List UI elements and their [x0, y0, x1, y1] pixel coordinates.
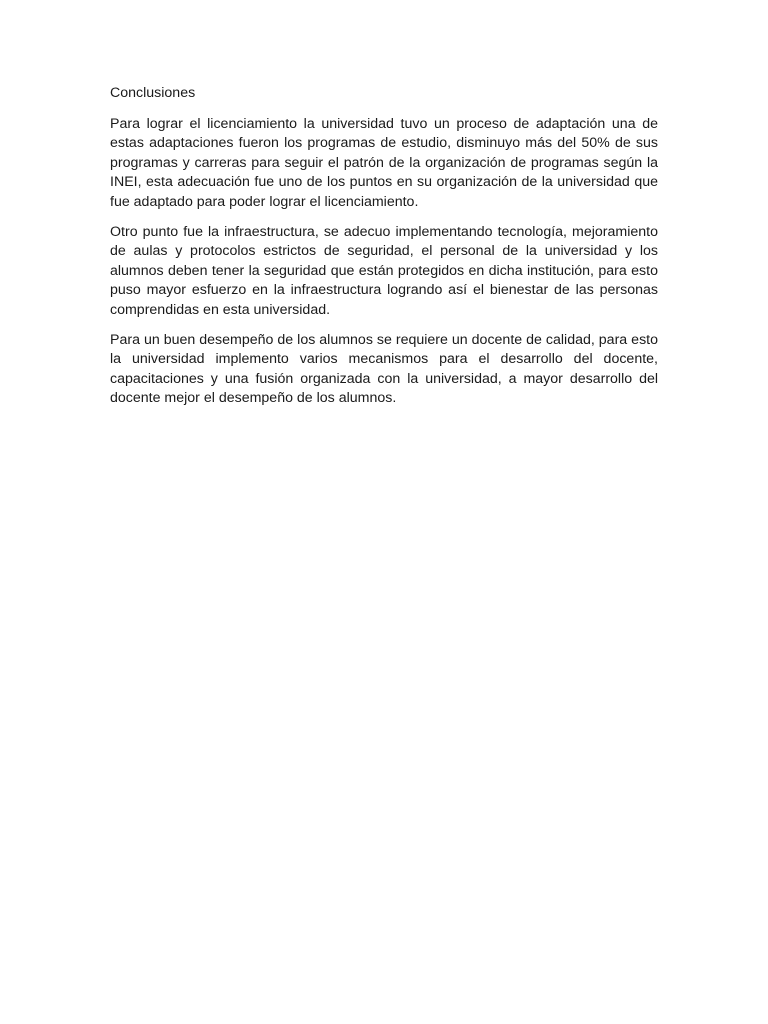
document-title: Conclusiones — [110, 85, 196, 101]
paragraph-docente: Para un buen desempeño de los alumnos se requiere un docente de calidad, para esto la universidad implemento varios mecanismos para el desarrollo del docente, capacitaciones y una fusión organizada con la universidad, a mayor desarrollo del docente mejor el desempeño de los alumnos. — [110, 331, 658, 407]
paragraph-licenciamiento: Para lograr el licenciamiento la universidad tuvo un proceso de adaptación una de estas adaptaciones fueron los programas de estudio, disminuyo más del 50% de sus programas y carreras para seguir el patrón de la organización de programas según la INEI, esta adecuación fue uno de los puntos en su organización de la universidad que fue adaptado para poder lograr el licenciamiento. — [110, 115, 658, 210]
document-page — [110, 84, 658, 419]
paragraph-infraestructura: Otro punto fue la infraestructura, se adecuo implementando tecnología, mejoramiento de aulas y protocolos estrictos de seguridad, el personal de la universidad y los alumnos deben tener la seguridad que están protegidos en dicha institución, para esto puso mayor esfuerzo en la infraestructura logrando así el bienestar de las personas comprendidas en esta universidad. — [110, 223, 658, 318]
